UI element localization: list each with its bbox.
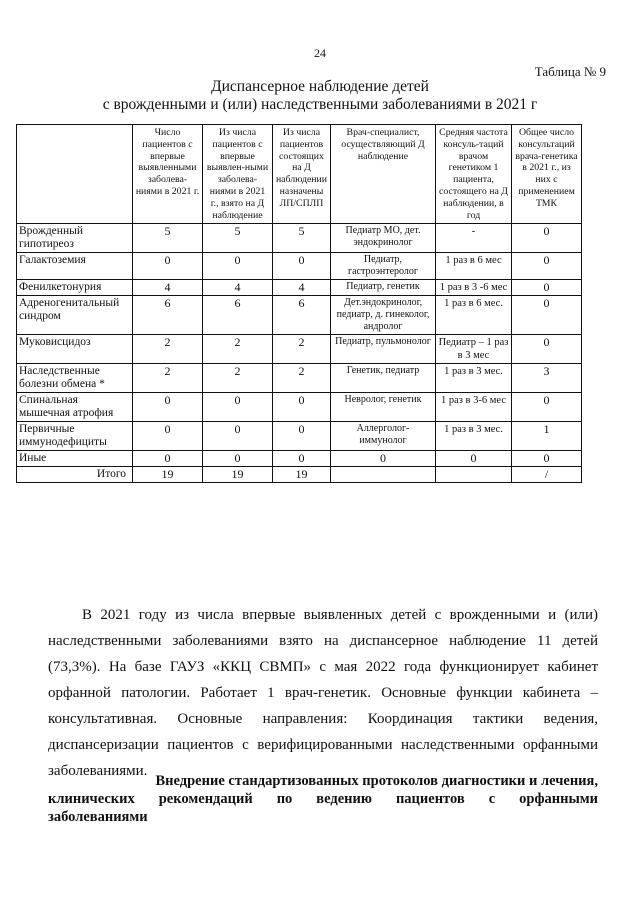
frequency-value: 1 раз в 3-6 мес bbox=[436, 393, 512, 422]
disease-name: Адреногенитальный синдром bbox=[17, 296, 133, 335]
table-row bbox=[17, 393, 582, 422]
new-patients-value: 5 bbox=[133, 224, 203, 253]
taken-value: 2 bbox=[203, 335, 273, 364]
table-title-line-1: Диспансерное наблюдение детей bbox=[211, 78, 429, 95]
header-total-consultations: Общее число консультаций врача-генетика в 2021 г., из них с применением ТМК bbox=[512, 125, 582, 224]
drugs-value: 0 bbox=[273, 422, 331, 451]
drugs-value: 5 bbox=[273, 224, 331, 253]
specialist-value: Педиатр МО, дет. эндокринолог bbox=[331, 224, 436, 253]
header-taken-under-observation: Из числа пациентов с впервые выявлен-ными заболева-ниями в 2021 г., взято на Д наблюдение bbox=[203, 125, 273, 224]
new-patients-value: 0 bbox=[133, 253, 203, 280]
frequency-value: 1 раз в 3 мес. bbox=[436, 422, 512, 451]
taken-value: 2 bbox=[203, 364, 273, 393]
table-total-row bbox=[17, 467, 582, 483]
header-specialist: Врач-специалист, осуществляющий Д наблюдение bbox=[331, 125, 436, 224]
drugs-value: 2 bbox=[273, 335, 331, 364]
total-specialist bbox=[331, 467, 436, 483]
header-disease bbox=[17, 125, 133, 224]
frequency-value: Педиатр – 1 раз в 3 мес bbox=[436, 335, 512, 364]
disease-name: Муковисцидоз bbox=[17, 335, 133, 364]
header-consult-frequency: Средняя частота консуль-таций врачом генетиком 1 пациента, состоящего на Д наблюдении, в год bbox=[436, 125, 512, 224]
table-row bbox=[17, 335, 582, 364]
table-label: Таблица № 9 bbox=[534, 64, 606, 79]
specialist-value: Невролог, генетик bbox=[331, 393, 436, 422]
section-heading-line-2: клинических рекомендаций по ведению пациентов с орфанными bbox=[48, 791, 598, 807]
disease-name: Иные bbox=[17, 451, 133, 467]
table-title bbox=[0, 78, 640, 114]
total-taken: 19 bbox=[203, 467, 273, 483]
new-patients-value: 2 bbox=[133, 335, 203, 364]
specialist-value: Педиатр, генетик bbox=[331, 280, 436, 296]
drugs-value: 0 bbox=[273, 253, 331, 280]
disease-name: Первичные иммунодефициты bbox=[17, 422, 133, 451]
consultations-value: 1 bbox=[512, 422, 582, 451]
frequency-value: 1 раз в 6 мес. bbox=[436, 296, 512, 335]
specialist-value: 0 bbox=[331, 451, 436, 467]
drugs-value: 6 bbox=[273, 296, 331, 335]
consultations-value: 3 bbox=[512, 364, 582, 393]
table-row bbox=[17, 451, 582, 467]
new-patients-value: 4 bbox=[133, 280, 203, 296]
body-paragraph bbox=[48, 602, 598, 784]
table-row bbox=[17, 253, 582, 280]
table-header-row bbox=[17, 125, 582, 224]
consultations-value: 0 bbox=[512, 296, 582, 335]
disease-name: Фенилкетонурия bbox=[17, 280, 133, 296]
table-row bbox=[17, 364, 582, 393]
frequency-value: 1 раз в 3 -6 мес bbox=[436, 280, 512, 296]
new-patients-value: 2 bbox=[133, 364, 203, 393]
drugs-value: 0 bbox=[273, 451, 331, 467]
table-title-line-2: с врожденными и (или) наследственными заболеваниями в 2021 г bbox=[102, 96, 538, 113]
consultations-value: 0 bbox=[512, 224, 582, 253]
disease-name: Галактоземия bbox=[17, 253, 133, 280]
consultations-value: 0 bbox=[512, 393, 582, 422]
drugs-value: 0 bbox=[273, 393, 331, 422]
disease-name: Врожденный гипотиреоз bbox=[17, 224, 133, 253]
total-drugs: 19 bbox=[273, 467, 331, 483]
taken-value: 0 bbox=[203, 253, 273, 280]
table-row bbox=[17, 422, 582, 451]
new-patients-value: 0 bbox=[133, 393, 203, 422]
disease-name: Спинальная мышечная атрофия bbox=[17, 393, 133, 422]
specialist-value: Педиатр, пульмонолог bbox=[331, 335, 436, 364]
drugs-value: 4 bbox=[273, 280, 331, 296]
taken-value: 5 bbox=[203, 224, 273, 253]
frequency-value: 1 раз в 6 мес bbox=[436, 253, 512, 280]
total-new-patients: 19 bbox=[133, 467, 203, 483]
total-consultations: / bbox=[512, 467, 582, 483]
consultations-value: 0 bbox=[512, 280, 582, 296]
disease-name: Наследственные болезни обмена * bbox=[17, 364, 133, 393]
drugs-value: 2 bbox=[273, 364, 331, 393]
consultations-value: 0 bbox=[512, 253, 582, 280]
taken-value: 4 bbox=[203, 280, 273, 296]
table-row bbox=[17, 280, 582, 296]
consultations-value: 0 bbox=[512, 451, 582, 467]
new-patients-value: 6 bbox=[133, 296, 203, 335]
total-label: Итого bbox=[17, 467, 133, 483]
taken-value: 0 bbox=[203, 451, 273, 467]
header-drugs-prescribed: Из числа пациентов состоящих на Д наблюдении назначены ЛП/СПЛП bbox=[273, 125, 331, 224]
new-patients-value: 0 bbox=[133, 451, 203, 467]
new-patients-value: 0 bbox=[133, 422, 203, 451]
frequency-value: - bbox=[436, 224, 512, 253]
total-frequency bbox=[436, 467, 512, 483]
consultations-value: 0 bbox=[512, 335, 582, 364]
page-number: 24 bbox=[314, 46, 326, 60]
dispensary-table bbox=[16, 124, 582, 483]
specialist-value: Педиатр, гастроэнтеролог bbox=[331, 253, 436, 280]
section-heading-line-3: заболеваниями bbox=[48, 809, 148, 825]
table-row bbox=[17, 224, 582, 253]
specialist-value: Генетик, педиатр bbox=[331, 364, 436, 393]
body-paragraph-text: В 2021 году из числа впервые выявленных детей с врожденными и (или) наследственными заболеваниями взято на диспансерное наблюдение 11 детей (73,3%). На базе ГАУЗ «ККЦ СВМП» с мая 2022 года функционирует кабинет орфанной патологии. Работает 1 врач-генетик. Основные функции кабинета – консультативная. Основные направления: Координация тактики ведения, диспансеризации пациентов с верифицированными наследственными орфанными заболеваниями. bbox=[48, 607, 598, 779]
table-row bbox=[17, 296, 582, 335]
taken-value: 6 bbox=[203, 296, 273, 335]
specialist-value: Дет.эндокринолог, педиатр, д. гинеколог, андролог bbox=[331, 296, 436, 335]
frequency-value: 0 bbox=[436, 451, 512, 467]
taken-value: 0 bbox=[203, 422, 273, 451]
header-new-patients: Число пациентов с впервые выявленными заболева-ниями в 2021 г. bbox=[133, 125, 203, 224]
section-heading bbox=[48, 772, 598, 826]
section-heading-line-1: Внедрение стандартизованных протоколов диагностики и лечения, bbox=[155, 773, 598, 789]
taken-value: 0 bbox=[203, 393, 273, 422]
specialist-value: Аллерголог-иммунолог bbox=[331, 422, 436, 451]
frequency-value: 1 раз в 3 мес. bbox=[436, 364, 512, 393]
